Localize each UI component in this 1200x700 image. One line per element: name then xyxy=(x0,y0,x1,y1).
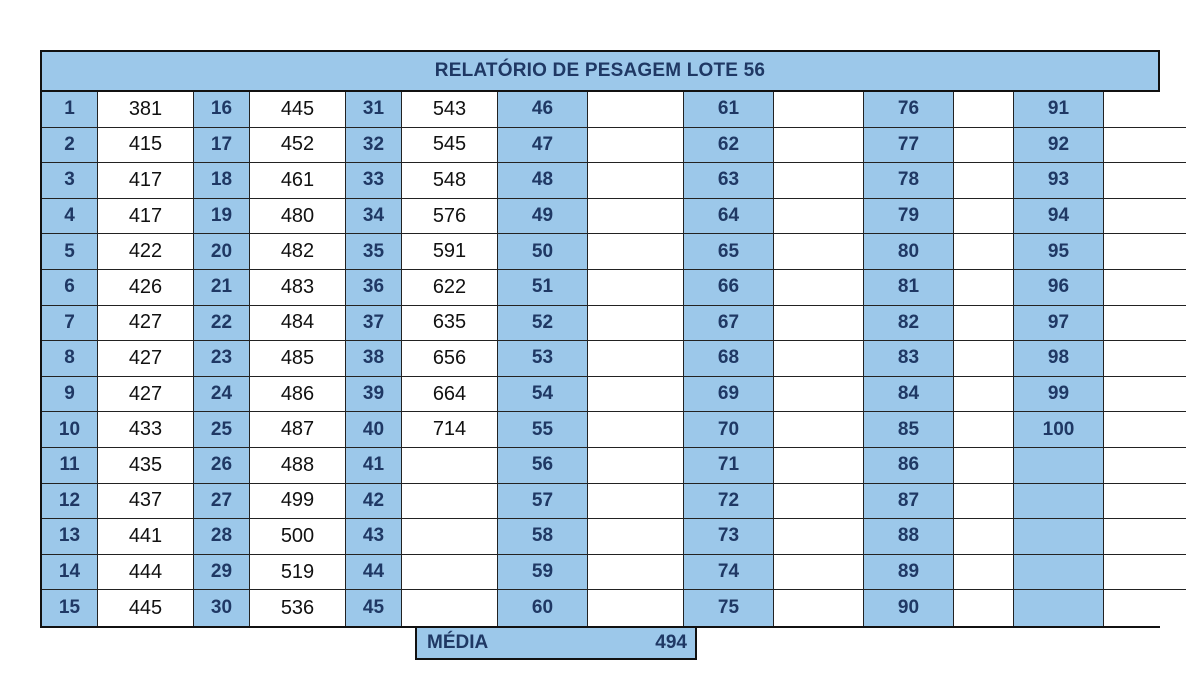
animal-number-cell: 57 xyxy=(498,484,588,520)
animal-number-cell: 96 xyxy=(1014,270,1104,306)
animal-number-cell: 84 xyxy=(864,377,954,413)
animal-number-cell: 90 xyxy=(864,590,954,626)
weight-value-cell: 484 xyxy=(250,306,346,342)
animal-number-cell: 32 xyxy=(346,128,402,164)
animal-number-cell: 100 xyxy=(1014,412,1104,448)
report-title: RELATÓRIO DE PESAGEM LOTE 56 xyxy=(42,52,1158,92)
animal-number-cell: 73 xyxy=(684,519,774,555)
weight-value-cell xyxy=(1104,448,1186,484)
animal-number-cell: 67 xyxy=(684,306,774,342)
weight-value-cell: 427 xyxy=(98,377,194,413)
weight-value-cell xyxy=(774,484,864,520)
animal-number-cell: 61 xyxy=(684,92,774,128)
weight-value-cell: 433 xyxy=(98,412,194,448)
animal-number-cell: 71 xyxy=(684,448,774,484)
weight-value-cell xyxy=(588,92,684,128)
animal-number-cell: 54 xyxy=(498,377,588,413)
weight-value-cell xyxy=(588,519,684,555)
weight-value-cell xyxy=(774,555,864,591)
weight-value-cell xyxy=(1104,377,1186,413)
weight-value-cell: 461 xyxy=(250,163,346,199)
animal-number-cell: 78 xyxy=(864,163,954,199)
weight-value-cell xyxy=(588,590,684,626)
animal-number-cell: 30 xyxy=(194,590,250,626)
weight-value-cell xyxy=(1104,306,1186,342)
weight-value-cell xyxy=(774,341,864,377)
weight-value-cell: 548 xyxy=(402,163,498,199)
animal-number-cell: 3 xyxy=(42,163,98,199)
animal-number-cell: 55 xyxy=(498,412,588,448)
weighing-report-table xyxy=(40,50,1160,628)
weight-value-cell xyxy=(1104,270,1186,306)
weight-value-cell xyxy=(1104,92,1186,128)
animal-number-cell: 93 xyxy=(1014,163,1104,199)
animal-number-cell: 13 xyxy=(42,519,98,555)
animal-number-cell: 14 xyxy=(42,555,98,591)
animal-number-cell: 40 xyxy=(346,412,402,448)
animal-number-cell: 33 xyxy=(346,163,402,199)
animal-number-cell: 39 xyxy=(346,377,402,413)
animal-number-cell: 49 xyxy=(498,199,588,235)
animal-number-cell: 48 xyxy=(498,163,588,199)
weight-value-cell xyxy=(588,341,684,377)
animal-number-cell: 69 xyxy=(684,377,774,413)
weight-value-cell xyxy=(954,519,1014,555)
weight-value-cell xyxy=(774,92,864,128)
weight-value-cell: 444 xyxy=(98,555,194,591)
animal-number-cell: 6 xyxy=(42,270,98,306)
weight-value-cell xyxy=(774,163,864,199)
weight-value-cell xyxy=(1104,199,1186,235)
animal-number-cell: 23 xyxy=(194,341,250,377)
animal-number-cell: 47 xyxy=(498,128,588,164)
weight-value-cell: 422 xyxy=(98,234,194,270)
animal-number-cell: 25 xyxy=(194,412,250,448)
animal-number-cell: 42 xyxy=(346,484,402,520)
animal-number-cell: 7 xyxy=(42,306,98,342)
animal-number-cell: 26 xyxy=(194,448,250,484)
weight-value-cell xyxy=(774,234,864,270)
weight-value-cell: 622 xyxy=(402,270,498,306)
animal-number-cell: 62 xyxy=(684,128,774,164)
weight-value-cell xyxy=(774,128,864,164)
animal-number-cell xyxy=(1014,484,1104,520)
animal-number-cell: 53 xyxy=(498,341,588,377)
animal-number-cell: 60 xyxy=(498,590,588,626)
animal-number-cell: 45 xyxy=(346,590,402,626)
animal-number-cell: 34 xyxy=(346,199,402,235)
animal-number-cell: 16 xyxy=(194,92,250,128)
weight-value-cell xyxy=(588,448,684,484)
weight-value-cell xyxy=(774,448,864,484)
weight-value-cell xyxy=(954,484,1014,520)
weight-value-cell xyxy=(402,555,498,591)
weight-value-cell: 426 xyxy=(98,270,194,306)
animal-number-cell: 70 xyxy=(684,412,774,448)
animal-number-cell: 64 xyxy=(684,199,774,235)
weight-value-cell: 500 xyxy=(250,519,346,555)
animal-number-cell: 56 xyxy=(498,448,588,484)
average-summary xyxy=(415,626,697,660)
average-label: MÉDIA xyxy=(427,632,489,653)
weight-value-cell xyxy=(954,234,1014,270)
animal-number-cell: 10 xyxy=(42,412,98,448)
weight-value-cell xyxy=(954,92,1014,128)
weight-value-cell xyxy=(588,306,684,342)
animal-number-cell: 4 xyxy=(42,199,98,235)
weight-value-cell xyxy=(1104,590,1186,626)
animal-number-cell: 37 xyxy=(346,306,402,342)
animal-number-cell: 1 xyxy=(42,92,98,128)
animal-number-cell: 31 xyxy=(346,92,402,128)
weight-value-cell: 427 xyxy=(98,341,194,377)
weight-value-cell: 664 xyxy=(402,377,498,413)
animal-number-cell: 12 xyxy=(42,484,98,520)
weight-value-cell xyxy=(588,234,684,270)
weights-grid xyxy=(42,92,1158,626)
weight-value-cell xyxy=(588,270,684,306)
weight-value-cell xyxy=(954,412,1014,448)
animal-number-cell: 20 xyxy=(194,234,250,270)
weight-value-cell xyxy=(402,448,498,484)
weight-value-cell: 635 xyxy=(402,306,498,342)
animal-number-cell: 63 xyxy=(684,163,774,199)
weight-value-cell xyxy=(1104,234,1186,270)
animal-number-cell: 99 xyxy=(1014,377,1104,413)
weight-value-cell: 445 xyxy=(98,590,194,626)
animal-number-cell: 82 xyxy=(864,306,954,342)
weight-value-cell: 482 xyxy=(250,234,346,270)
weight-value-cell xyxy=(954,590,1014,626)
weight-value-cell xyxy=(774,306,864,342)
animal-number-cell xyxy=(1014,590,1104,626)
weight-value-cell: 487 xyxy=(250,412,346,448)
animal-number-cell: 91 xyxy=(1014,92,1104,128)
animal-number-cell: 68 xyxy=(684,341,774,377)
animal-number-cell: 76 xyxy=(864,92,954,128)
weight-value-cell: 499 xyxy=(250,484,346,520)
weight-value-cell: 427 xyxy=(98,306,194,342)
weight-value-cell: 417 xyxy=(98,199,194,235)
animal-number-cell: 50 xyxy=(498,234,588,270)
animal-number-cell: 95 xyxy=(1014,234,1104,270)
animal-number-cell: 18 xyxy=(194,163,250,199)
weight-value-cell: 656 xyxy=(402,341,498,377)
weight-value-cell xyxy=(402,590,498,626)
weight-value-cell xyxy=(1104,341,1186,377)
animal-number-cell: 97 xyxy=(1014,306,1104,342)
weight-value-cell: 483 xyxy=(250,270,346,306)
weight-value-cell xyxy=(954,199,1014,235)
weight-value-cell xyxy=(1104,555,1186,591)
animal-number-cell xyxy=(1014,555,1104,591)
weight-value-cell: 452 xyxy=(250,128,346,164)
animal-number-cell: 58 xyxy=(498,519,588,555)
weight-value-cell xyxy=(954,128,1014,164)
weight-value-cell xyxy=(954,163,1014,199)
weight-value-cell: 437 xyxy=(98,484,194,520)
weight-value-cell: 417 xyxy=(98,163,194,199)
animal-number-cell: 79 xyxy=(864,199,954,235)
animal-number-cell: 29 xyxy=(194,555,250,591)
animal-number-cell: 81 xyxy=(864,270,954,306)
animal-number-cell: 22 xyxy=(194,306,250,342)
weight-value-cell: 485 xyxy=(250,341,346,377)
animal-number-cell: 8 xyxy=(42,341,98,377)
weight-value-cell xyxy=(1104,163,1186,199)
animal-number-cell: 77 xyxy=(864,128,954,164)
animal-number-cell: 9 xyxy=(42,377,98,413)
weight-value-cell xyxy=(954,377,1014,413)
animal-number-cell: 75 xyxy=(684,590,774,626)
weight-value-cell: 576 xyxy=(402,199,498,235)
animal-number-cell xyxy=(1014,448,1104,484)
animal-number-cell: 2 xyxy=(42,128,98,164)
animal-number-cell: 51 xyxy=(498,270,588,306)
weight-value-cell: 415 xyxy=(98,128,194,164)
weight-value-cell: 435 xyxy=(98,448,194,484)
weight-value-cell: 441 xyxy=(98,519,194,555)
animal-number-cell: 28 xyxy=(194,519,250,555)
animal-number-cell: 88 xyxy=(864,519,954,555)
weight-value-cell xyxy=(588,555,684,591)
weight-value-cell: 519 xyxy=(250,555,346,591)
weight-value-cell xyxy=(774,412,864,448)
animal-number-cell xyxy=(1014,519,1104,555)
animal-number-cell: 92 xyxy=(1014,128,1104,164)
animal-number-cell: 80 xyxy=(864,234,954,270)
animal-number-cell: 66 xyxy=(684,270,774,306)
weight-value-cell xyxy=(954,306,1014,342)
animal-number-cell: 15 xyxy=(42,590,98,626)
average-value: 494 xyxy=(655,632,687,653)
weight-value-cell: 714 xyxy=(402,412,498,448)
weight-value-cell xyxy=(588,484,684,520)
weight-value-cell: 381 xyxy=(98,92,194,128)
animal-number-cell: 46 xyxy=(498,92,588,128)
animal-number-cell: 86 xyxy=(864,448,954,484)
animal-number-cell: 36 xyxy=(346,270,402,306)
weight-value-cell xyxy=(954,448,1014,484)
weight-value-cell: 480 xyxy=(250,199,346,235)
weight-value-cell: 488 xyxy=(250,448,346,484)
weight-value-cell: 445 xyxy=(250,92,346,128)
weight-value-cell xyxy=(954,555,1014,591)
weight-value-cell xyxy=(588,199,684,235)
weight-value-cell xyxy=(588,412,684,448)
animal-number-cell: 85 xyxy=(864,412,954,448)
weight-value-cell: 536 xyxy=(250,590,346,626)
animal-number-cell: 87 xyxy=(864,484,954,520)
animal-number-cell: 59 xyxy=(498,555,588,591)
weight-value-cell: 486 xyxy=(250,377,346,413)
weight-value-cell xyxy=(954,270,1014,306)
animal-number-cell: 41 xyxy=(346,448,402,484)
animal-number-cell: 44 xyxy=(346,555,402,591)
weight-value-cell xyxy=(402,519,498,555)
animal-number-cell: 72 xyxy=(684,484,774,520)
weight-value-cell xyxy=(774,377,864,413)
animal-number-cell: 27 xyxy=(194,484,250,520)
animal-number-cell: 98 xyxy=(1014,341,1104,377)
weight-value-cell: 543 xyxy=(402,92,498,128)
animal-number-cell: 74 xyxy=(684,555,774,591)
animal-number-cell: 65 xyxy=(684,234,774,270)
animal-number-cell: 83 xyxy=(864,341,954,377)
weight-value-cell: 591 xyxy=(402,234,498,270)
weight-value-cell xyxy=(588,377,684,413)
animal-number-cell: 43 xyxy=(346,519,402,555)
animal-number-cell: 19 xyxy=(194,199,250,235)
animal-number-cell: 35 xyxy=(346,234,402,270)
weight-value-cell xyxy=(774,519,864,555)
animal-number-cell: 38 xyxy=(346,341,402,377)
animal-number-cell: 11 xyxy=(42,448,98,484)
weight-value-cell xyxy=(774,590,864,626)
weight-value-cell xyxy=(588,163,684,199)
animal-number-cell: 5 xyxy=(42,234,98,270)
weight-value-cell xyxy=(1104,519,1186,555)
animal-number-cell: 24 xyxy=(194,377,250,413)
animal-number-cell: 21 xyxy=(194,270,250,306)
animal-number-cell: 89 xyxy=(864,555,954,591)
animal-number-cell: 17 xyxy=(194,128,250,164)
animal-number-cell: 94 xyxy=(1014,199,1104,235)
weight-value-cell xyxy=(588,128,684,164)
weight-value-cell xyxy=(1104,484,1186,520)
weight-value-cell xyxy=(774,199,864,235)
weight-value-cell: 545 xyxy=(402,128,498,164)
weight-value-cell xyxy=(1104,412,1186,448)
weight-value-cell xyxy=(954,341,1014,377)
weight-value-cell xyxy=(774,270,864,306)
weight-value-cell xyxy=(402,484,498,520)
weight-value-cell xyxy=(1104,128,1186,164)
animal-number-cell: 52 xyxy=(498,306,588,342)
